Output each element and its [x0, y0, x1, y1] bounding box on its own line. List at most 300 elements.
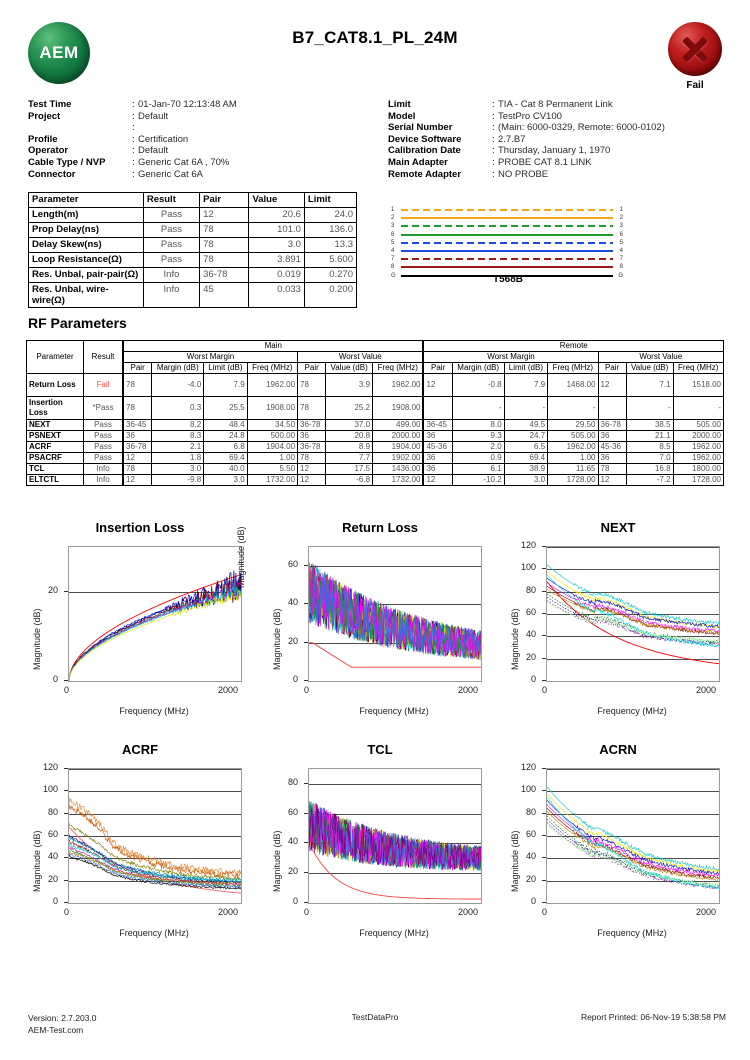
cell-limit: 13.3 — [304, 238, 356, 253]
chart-ytick-mark — [304, 902, 308, 903]
wiremap-conductor-line — [401, 217, 613, 219]
cell-parameter: Loop Resistance(Ω) — [29, 253, 144, 268]
chart-ytick-label: 0 — [52, 674, 58, 684]
chart-traces — [69, 547, 241, 681]
rf-table-row — [27, 420, 724, 431]
cell-parameter: Res. Unbal, pair-pair(Ω) — [29, 268, 144, 283]
rf-cell-main-wv-pair: 36 — [298, 431, 326, 442]
wiremap-diagram — [383, 202, 633, 290]
wiremap-pin-right: 3 — [619, 223, 623, 230]
chart-ytick-label: 0 — [530, 674, 536, 684]
cell-result: Pass — [143, 238, 199, 253]
rf-cell-rem-wm-freq: 1468.00 — [548, 374, 598, 397]
rf-header-group-row — [27, 341, 724, 352]
chart-tcl — [262, 742, 498, 954]
rf-cell-main-wm-freq: 1.00 — [247, 453, 297, 464]
rf-cell-main-wm-pair: 78 — [123, 397, 152, 420]
rf-cell-main-wv-value: 17.5 — [326, 464, 373, 475]
rf-cell-main-wm-pair: 12 — [123, 475, 152, 486]
chart-ytick-label: 0 — [292, 674, 298, 684]
rf-cell-main-wm-margin: 8.3 — [152, 431, 204, 442]
wiremap-pair-row — [391, 239, 623, 247]
cell-limit: 0.270 — [304, 268, 356, 283]
rf-table-row — [27, 453, 724, 464]
wiremap-conductor-line — [401, 225, 613, 227]
chart-ytick-label: 20 — [525, 873, 536, 884]
chart-return-loss — [262, 520, 498, 732]
rf-cell-main-wm-margin: 1.8 — [152, 453, 204, 464]
cell-limit: 5.600 — [304, 253, 356, 268]
chart-traces — [309, 769, 481, 903]
chart-ytick-mark — [304, 783, 308, 784]
rf-cell-rem-wv-pair: 12 — [598, 374, 626, 397]
rf-cell-parameter: PSNEXT — [27, 431, 84, 442]
rf-cell-rem-wm-pair: 12 — [423, 374, 452, 397]
rf-cell-result: *Pass — [84, 397, 124, 420]
chart-title: Insertion Loss — [95, 520, 185, 535]
rf-remote-worst-value: Worst Value — [598, 352, 723, 363]
chart-xtick-label: 2000 — [458, 907, 479, 917]
cell-parameter: Delay Skew(ns) — [29, 238, 144, 253]
summary-col-pair: Pair — [200, 193, 249, 208]
info-colon: : — [492, 156, 495, 168]
chart-acrn — [500, 742, 736, 954]
cell-value: 0.019 — [249, 268, 304, 283]
info-row — [388, 99, 728, 111]
rf-cell-rem-wv-pair: 36 — [598, 431, 626, 442]
fail-icon — [668, 22, 722, 76]
chart-ytick-label: 20 — [287, 635, 298, 646]
chart-ytick-label: 60 — [525, 829, 536, 839]
info-key: Operator — [28, 145, 69, 157]
info-colon: : — [132, 133, 135, 145]
chart-ytick-mark — [542, 857, 546, 858]
rf-cell-rem-wv-freq: 505.00 — [673, 420, 723, 431]
info-row — [388, 169, 728, 181]
cell-pair: 36-78 — [200, 268, 249, 283]
rf-cell-result: Pass — [84, 442, 124, 453]
rf-cell-main-wm-pair: 36-78 — [123, 442, 152, 453]
rf-cell-main-wm-margin: 3.0 — [152, 464, 204, 475]
chart-ytick-mark — [64, 902, 68, 903]
rf-cell-rem-wm-margin: 0.9 — [452, 453, 504, 464]
rf-cell-main-wm-limit: 7.9 — [204, 374, 247, 397]
wiremap-pin-right: 8 — [619, 264, 623, 271]
chart-ytick-mark — [304, 842, 308, 843]
rf-cell-main-wm-limit: 48.4 — [204, 420, 247, 431]
chart-plot-area — [546, 546, 720, 682]
chart-secondary-axis-title: Magnitude (dB) — [236, 526, 246, 588]
rf-cell-main-wv-freq: 2000.00 — [373, 431, 424, 442]
summary-body — [29, 208, 357, 308]
chart-ytick-mark — [542, 591, 546, 592]
page-title: B7_CAT8.1_PL_24M — [292, 28, 458, 47]
rf-cell-main-wv-value: 37.0 — [326, 420, 373, 431]
rf-cell-rem-wm-margin: 2.0 — [452, 442, 504, 453]
rf-parameters-table — [26, 340, 724, 486]
rf-cell-rem-wm-pair — [423, 397, 452, 420]
info-colon: : — [132, 110, 135, 122]
chart-title: Return Loss — [342, 520, 418, 535]
chart-ytick-mark — [542, 880, 546, 881]
chart-xtick-label: 0 — [64, 685, 70, 695]
chart-ytick-label: 60 — [47, 829, 58, 839]
rf-h-rem-wm-margin: Margin (dB) — [452, 363, 504, 374]
charts-grid — [0, 520, 750, 970]
rf-cell-rem-wm-margin: - — [452, 397, 504, 420]
cell-value: 20.6 — [249, 208, 304, 223]
wiremap-pin-left: 5 — [391, 239, 395, 246]
rf-cell-parameter: Return Loss — [27, 374, 84, 397]
chart-xaxis-title: Frequency (MHz) — [119, 928, 189, 938]
rf-cell-main-wv-value: -6.8 — [326, 475, 373, 486]
info-value: Generic Cat 6A — [138, 168, 203, 180]
cell-parameter: Res. Unbal, wire-wire(Ω) — [29, 283, 144, 308]
wiremap-pair-row — [391, 222, 623, 230]
rf-cell-rem-wm-margin: 6.1 — [452, 464, 504, 475]
footer-printed: Report Printed: 06-Nov-19 5:38:58 PM — [580, 1012, 726, 1022]
chart-ytick-mark — [542, 568, 546, 569]
cell-limit: 24.0 — [304, 208, 356, 223]
chart-ytick-label: 80 — [287, 776, 298, 787]
info-key: Device Software — [388, 133, 462, 145]
info-colon: : — [492, 122, 495, 134]
rf-cell-main-wm-limit: 40.0 — [204, 464, 247, 475]
rf-h-rem-wm-limit: Limit (dB) — [504, 363, 547, 374]
rf-header-sub-row — [27, 352, 724, 363]
rf-cell-main-wv-pair: 36-78 — [298, 420, 326, 431]
cell-pair: 12 — [200, 208, 249, 223]
cell-result: Pass — [143, 223, 199, 238]
footer-version: Version: 2.7.203.0 — [28, 1013, 97, 1023]
rf-cell-main-wm-freq: 1908.00 — [247, 397, 297, 420]
rf-cell-main-wv-pair: 12 — [298, 464, 326, 475]
chart-ytick-label: 80 — [525, 806, 536, 817]
rf-cell-main-wv-freq: 1904.00 — [373, 442, 424, 453]
rf-cell-main-wv-freq: 499.00 — [373, 420, 424, 431]
status-badge — [668, 22, 722, 91]
chart-xtick-label: 2000 — [218, 907, 239, 917]
chart-ytick-mark — [64, 880, 68, 881]
wiremap-pin-left: 1 — [391, 207, 395, 213]
rf-cell-rem-wm-limit: - — [504, 397, 547, 420]
rf-table-body — [27, 374, 724, 486]
cell-pair: 78 — [200, 253, 249, 268]
rf-group-remote: Remote — [423, 341, 723, 352]
rf-cell-result: Fail — [84, 374, 124, 397]
rf-h-main-wm-margin: Margin (dB) — [152, 363, 204, 374]
rf-remote-worst-margin: Worst Margin — [423, 352, 598, 363]
info-key: Main Adapter — [388, 156, 448, 168]
table-row — [29, 268, 357, 283]
rf-h-rem-wv-freq: Freq (MHz) — [673, 363, 723, 374]
info-colon: : — [492, 110, 495, 122]
info-row — [388, 134, 728, 146]
info-key: Profile — [28, 133, 58, 145]
table-row — [29, 238, 357, 253]
info-value: Default — [138, 110, 169, 122]
chart-ytick-label: 120 — [42, 762, 58, 772]
rf-cell-rem-wv-value: -7.2 — [626, 475, 673, 486]
chart-xtick-label: 2000 — [458, 685, 479, 695]
wiremap-pin-left: 6 — [391, 231, 395, 238]
chart-ytick-label: 60 — [525, 607, 536, 617]
chart-xtick-label: 0 — [304, 907, 310, 917]
chart-title: TCL — [367, 742, 393, 757]
chart-ytick-mark — [304, 872, 308, 873]
rf-cell-rem-wm-pair: 36 — [423, 453, 452, 464]
chart-ytick-label: 40 — [287, 836, 298, 847]
wiremap-conductor-line — [401, 258, 613, 260]
rf-cell-rem-wm-freq: 505.00 — [548, 431, 598, 442]
info-key: Model — [388, 110, 416, 122]
info-colon: : — [132, 122, 135, 134]
rf-table-row — [27, 374, 724, 397]
chart-ytick-mark — [304, 642, 308, 643]
wiremap-pair-row — [391, 247, 623, 255]
rf-cell-main-wv-freq: 1962.00 — [373, 374, 424, 397]
chart-ytick-label: 40 — [47, 851, 58, 862]
wiremap-pin-left: 3 — [391, 223, 395, 230]
info-value: NO PROBE — [498, 168, 549, 180]
chart-ytick-mark — [542, 902, 546, 903]
chart-ytick-mark — [64, 768, 68, 769]
rf-cell-rem-wm-margin: -0.8 — [452, 374, 504, 397]
chart-ytick-label: 120 — [520, 762, 536, 772]
rf-cell-rem-wv-pair — [598, 397, 626, 420]
chart-ytick-mark — [304, 680, 308, 681]
info-row — [388, 157, 728, 169]
info-key: Calibration Date — [388, 145, 461, 157]
rf-h-rem-wm-pair: Pair — [423, 363, 452, 374]
info-row — [388, 122, 728, 134]
rf-cell-rem-wm-pair: 36 — [423, 464, 452, 475]
chart-next — [500, 520, 736, 732]
info-key: Remote Adapter — [388, 168, 462, 180]
rf-cell-main-wm-pair: 36 — [123, 431, 152, 442]
summary-col-result: Result — [143, 193, 199, 208]
chart-ytick-mark — [542, 546, 546, 547]
rf-group-main: Main — [123, 341, 423, 352]
wiremap-conductor-line — [401, 250, 613, 252]
rf-main-worst-margin: Worst Margin — [123, 352, 298, 363]
chart-xtick-label: 0 — [64, 907, 70, 917]
info-value: Generic Cat 6A , 70% — [138, 156, 230, 168]
wiremap-pin-left: 2 — [391, 215, 395, 222]
rf-cell-main-wm-pair: 78 — [123, 374, 152, 397]
cell-value: 101.0 — [249, 223, 304, 238]
chart-title: NEXT — [600, 520, 636, 535]
rf-cell-main-wm-margin: 8.2 — [152, 420, 204, 431]
rf-cell-main-wm-limit: 69.4 — [204, 453, 247, 464]
rf-cell-rem-wv-freq: 2000.00 — [673, 431, 723, 442]
summary-col-parameter: Parameter — [29, 193, 144, 208]
rf-cell-rem-wv-pair: 36-78 — [598, 420, 626, 431]
rf-cell-main-wm-margin: -9.8 — [152, 475, 204, 486]
wiremap-conductor-line — [401, 242, 613, 244]
wiremap-pin-left: 7 — [391, 256, 395, 263]
chart-ytick-label: 0 — [52, 896, 58, 906]
rf-cell-main-wm-limit: 24.8 — [204, 431, 247, 442]
rf-cell-rem-wm-margin: 9.3 — [452, 431, 504, 442]
rf-h-rem-wm-freq: Freq (MHz) — [548, 363, 598, 374]
rf-cell-rem-wv-freq: 1800.00 — [673, 464, 723, 475]
footer-product: TestDataPro — [351, 1012, 399, 1022]
rf-cell-main-wv-value: 8.9 — [326, 442, 373, 453]
chart-ytick-mark — [542, 768, 546, 769]
info-key: Cable Type / NVP — [28, 156, 106, 168]
rf-cell-rem-wv-pair: 12 — [598, 475, 626, 486]
chart-yaxis-title: Magnitude (dB) — [510, 608, 520, 670]
rf-col-result: Result — [84, 341, 124, 374]
chart-title: ACRF — [121, 742, 159, 757]
rf-cell-rem-wv-value: 7.0 — [626, 453, 673, 464]
rf-cell-rem-wm-freq: 29.50 — [548, 420, 598, 431]
rf-h-main-wm-limit: Limit (dB) — [204, 363, 247, 374]
rf-cell-rem-wv-freq: 1728.00 — [673, 475, 723, 486]
info-value: TestPro CV100 — [498, 110, 562, 122]
chart-ytick-mark — [542, 790, 546, 791]
info-colon: : — [132, 156, 135, 168]
rf-cell-main-wv-value: 7.7 — [326, 453, 373, 464]
rf-cell-main-wv-pair: 78 — [298, 374, 326, 397]
chart-traces — [547, 547, 719, 681]
rf-parameters-heading: RF Parameters — [28, 315, 127, 331]
chart-xtick-label: 0 — [542, 907, 548, 917]
rf-cell-rem-wm-freq: - — [548, 397, 598, 420]
aem-logo-text: AEM — [39, 43, 79, 62]
info-key: Connector — [28, 168, 76, 180]
chart-ytick-mark — [542, 680, 546, 681]
rf-h-main-wm-freq: Freq (MHz) — [247, 363, 297, 374]
info-colon: : — [492, 168, 495, 180]
rf-cell-rem-wm-pair: 36 — [423, 431, 452, 442]
cell-result: Pass — [143, 253, 199, 268]
info-key: Project — [28, 110, 61, 122]
chart-ytick-mark — [64, 857, 68, 858]
cell-parameter: Prop Delay(ns) — [29, 223, 144, 238]
rf-cell-main-wv-pair: 12 — [298, 475, 326, 486]
chart-ytick-label: 60 — [287, 559, 298, 570]
rf-cell-main-wv-value: 3.9 — [326, 374, 373, 397]
chart-xtick-label: 0 — [542, 685, 548, 695]
rf-cell-main-wm-pair: 12 — [123, 453, 152, 464]
chart-plot-area — [68, 768, 242, 904]
rf-h-main-wv-pair: Pair — [298, 363, 326, 374]
rf-cell-main-wm-freq: 1962.00 — [247, 374, 297, 397]
chart-xaxis-title: Frequency (MHz) — [359, 928, 429, 938]
chart-ytick-mark — [542, 835, 546, 836]
info-value: 01-Jan-70 12:13:48 AM — [138, 99, 237, 110]
chart-ytick-label: 20 — [287, 866, 298, 877]
info-row — [28, 157, 368, 169]
info-key: Serial Number — [388, 122, 453, 134]
table-row — [29, 253, 357, 268]
rf-cell-rem-wv-value: 8.5 — [626, 442, 673, 453]
chart-traces — [69, 769, 241, 903]
chart-xaxis-title: Frequency (MHz) — [359, 706, 429, 716]
info-row — [28, 169, 368, 181]
chart-traces — [547, 769, 719, 903]
rf-cell-rem-wv-freq: 1962.00 — [673, 442, 723, 453]
info-colon: : — [492, 133, 495, 145]
rf-cell-rem-wm-pair: 12 — [423, 475, 452, 486]
wiremap-conductor-line — [401, 266, 613, 268]
chart-ytick-mark — [542, 658, 546, 659]
chart-ytick-mark — [64, 591, 68, 592]
rf-cell-rem-wm-freq: 1962.00 — [548, 442, 598, 453]
rf-h-rem-wv-pair: Pair — [598, 363, 626, 374]
status-label: Fail — [686, 80, 704, 91]
info-row — [388, 145, 728, 157]
info-value: Default — [138, 145, 169, 157]
chart-ytick-label: 120 — [520, 540, 536, 550]
rf-cell-rem-wv-value: - — [626, 397, 673, 420]
rf-cell-main-wv-freq: 1902.00 — [373, 453, 424, 464]
cell-pair: 78 — [200, 238, 249, 253]
rf-cell-main-wm-pair: 36-45 — [123, 420, 152, 431]
rf-cell-parameter: TCL — [27, 464, 84, 475]
rf-cell-result: Pass — [84, 431, 124, 442]
wiremap-pairs — [391, 206, 623, 280]
cell-result: Info — [143, 283, 199, 308]
rf-cell-rem-wm-limit: 24.7 — [504, 431, 547, 442]
wiremap-pin-left: 4 — [391, 247, 395, 254]
rf-cell-rem-wm-limit: 7.9 — [504, 374, 547, 397]
rf-table-row — [27, 397, 724, 420]
table-row — [29, 283, 357, 308]
chart-yaxis-title: Magnitude (dB) — [272, 608, 282, 670]
rf-cell-parameter: Insertion Loss — [27, 397, 84, 420]
chart-ytick-mark — [64, 813, 68, 814]
chart-ytick-label: 80 — [47, 806, 58, 817]
wiremap-conductor-line — [401, 209, 613, 211]
summary-table — [28, 192, 357, 308]
rf-cell-main-wm-freq: 34.50 — [247, 420, 297, 431]
chart-ytick-mark — [64, 835, 68, 836]
info-colon: : — [492, 145, 495, 157]
rf-cell-main-wm-freq: 1732.00 — [247, 475, 297, 486]
chart-ytick-label: 20 — [47, 873, 58, 884]
chart-ytick-label: 40 — [525, 629, 536, 640]
summary-header-row — [29, 193, 357, 208]
rf-table-row — [27, 442, 724, 453]
chart-plot-area — [546, 768, 720, 904]
report-header — [0, 0, 750, 96]
info-row-blank — [28, 122, 368, 134]
chart-ytick-label: 40 — [525, 851, 536, 862]
cell-pair: 78 — [200, 223, 249, 238]
chart-ytick-mark — [542, 813, 546, 814]
wiremap-pin-right: 2 — [619, 215, 623, 222]
info-key — [28, 122, 132, 134]
chart-xaxis-title: Frequency (MHz) — [597, 928, 667, 938]
wiremap-pin-right: 4 — [619, 247, 623, 254]
chart-plot-area — [308, 768, 482, 904]
chart-ytick-mark — [542, 635, 546, 636]
rf-cell-rem-wm-pair: 36-45 — [423, 420, 452, 431]
chart-ytick-mark — [304, 565, 308, 566]
cell-result: Pass — [143, 208, 199, 223]
chart-acrf — [22, 742, 258, 954]
rf-h-main-wv-freq: Freq (MHz) — [373, 363, 424, 374]
rf-cell-rem-wv-freq: 1518.00 — [673, 374, 723, 397]
info-colon: : — [132, 99, 135, 110]
cell-parameter: Length(m) — [29, 208, 144, 223]
chart-ytick-mark — [542, 613, 546, 614]
chart-yaxis-title: Magnitude (dB) — [32, 608, 42, 670]
info-row — [28, 145, 368, 157]
